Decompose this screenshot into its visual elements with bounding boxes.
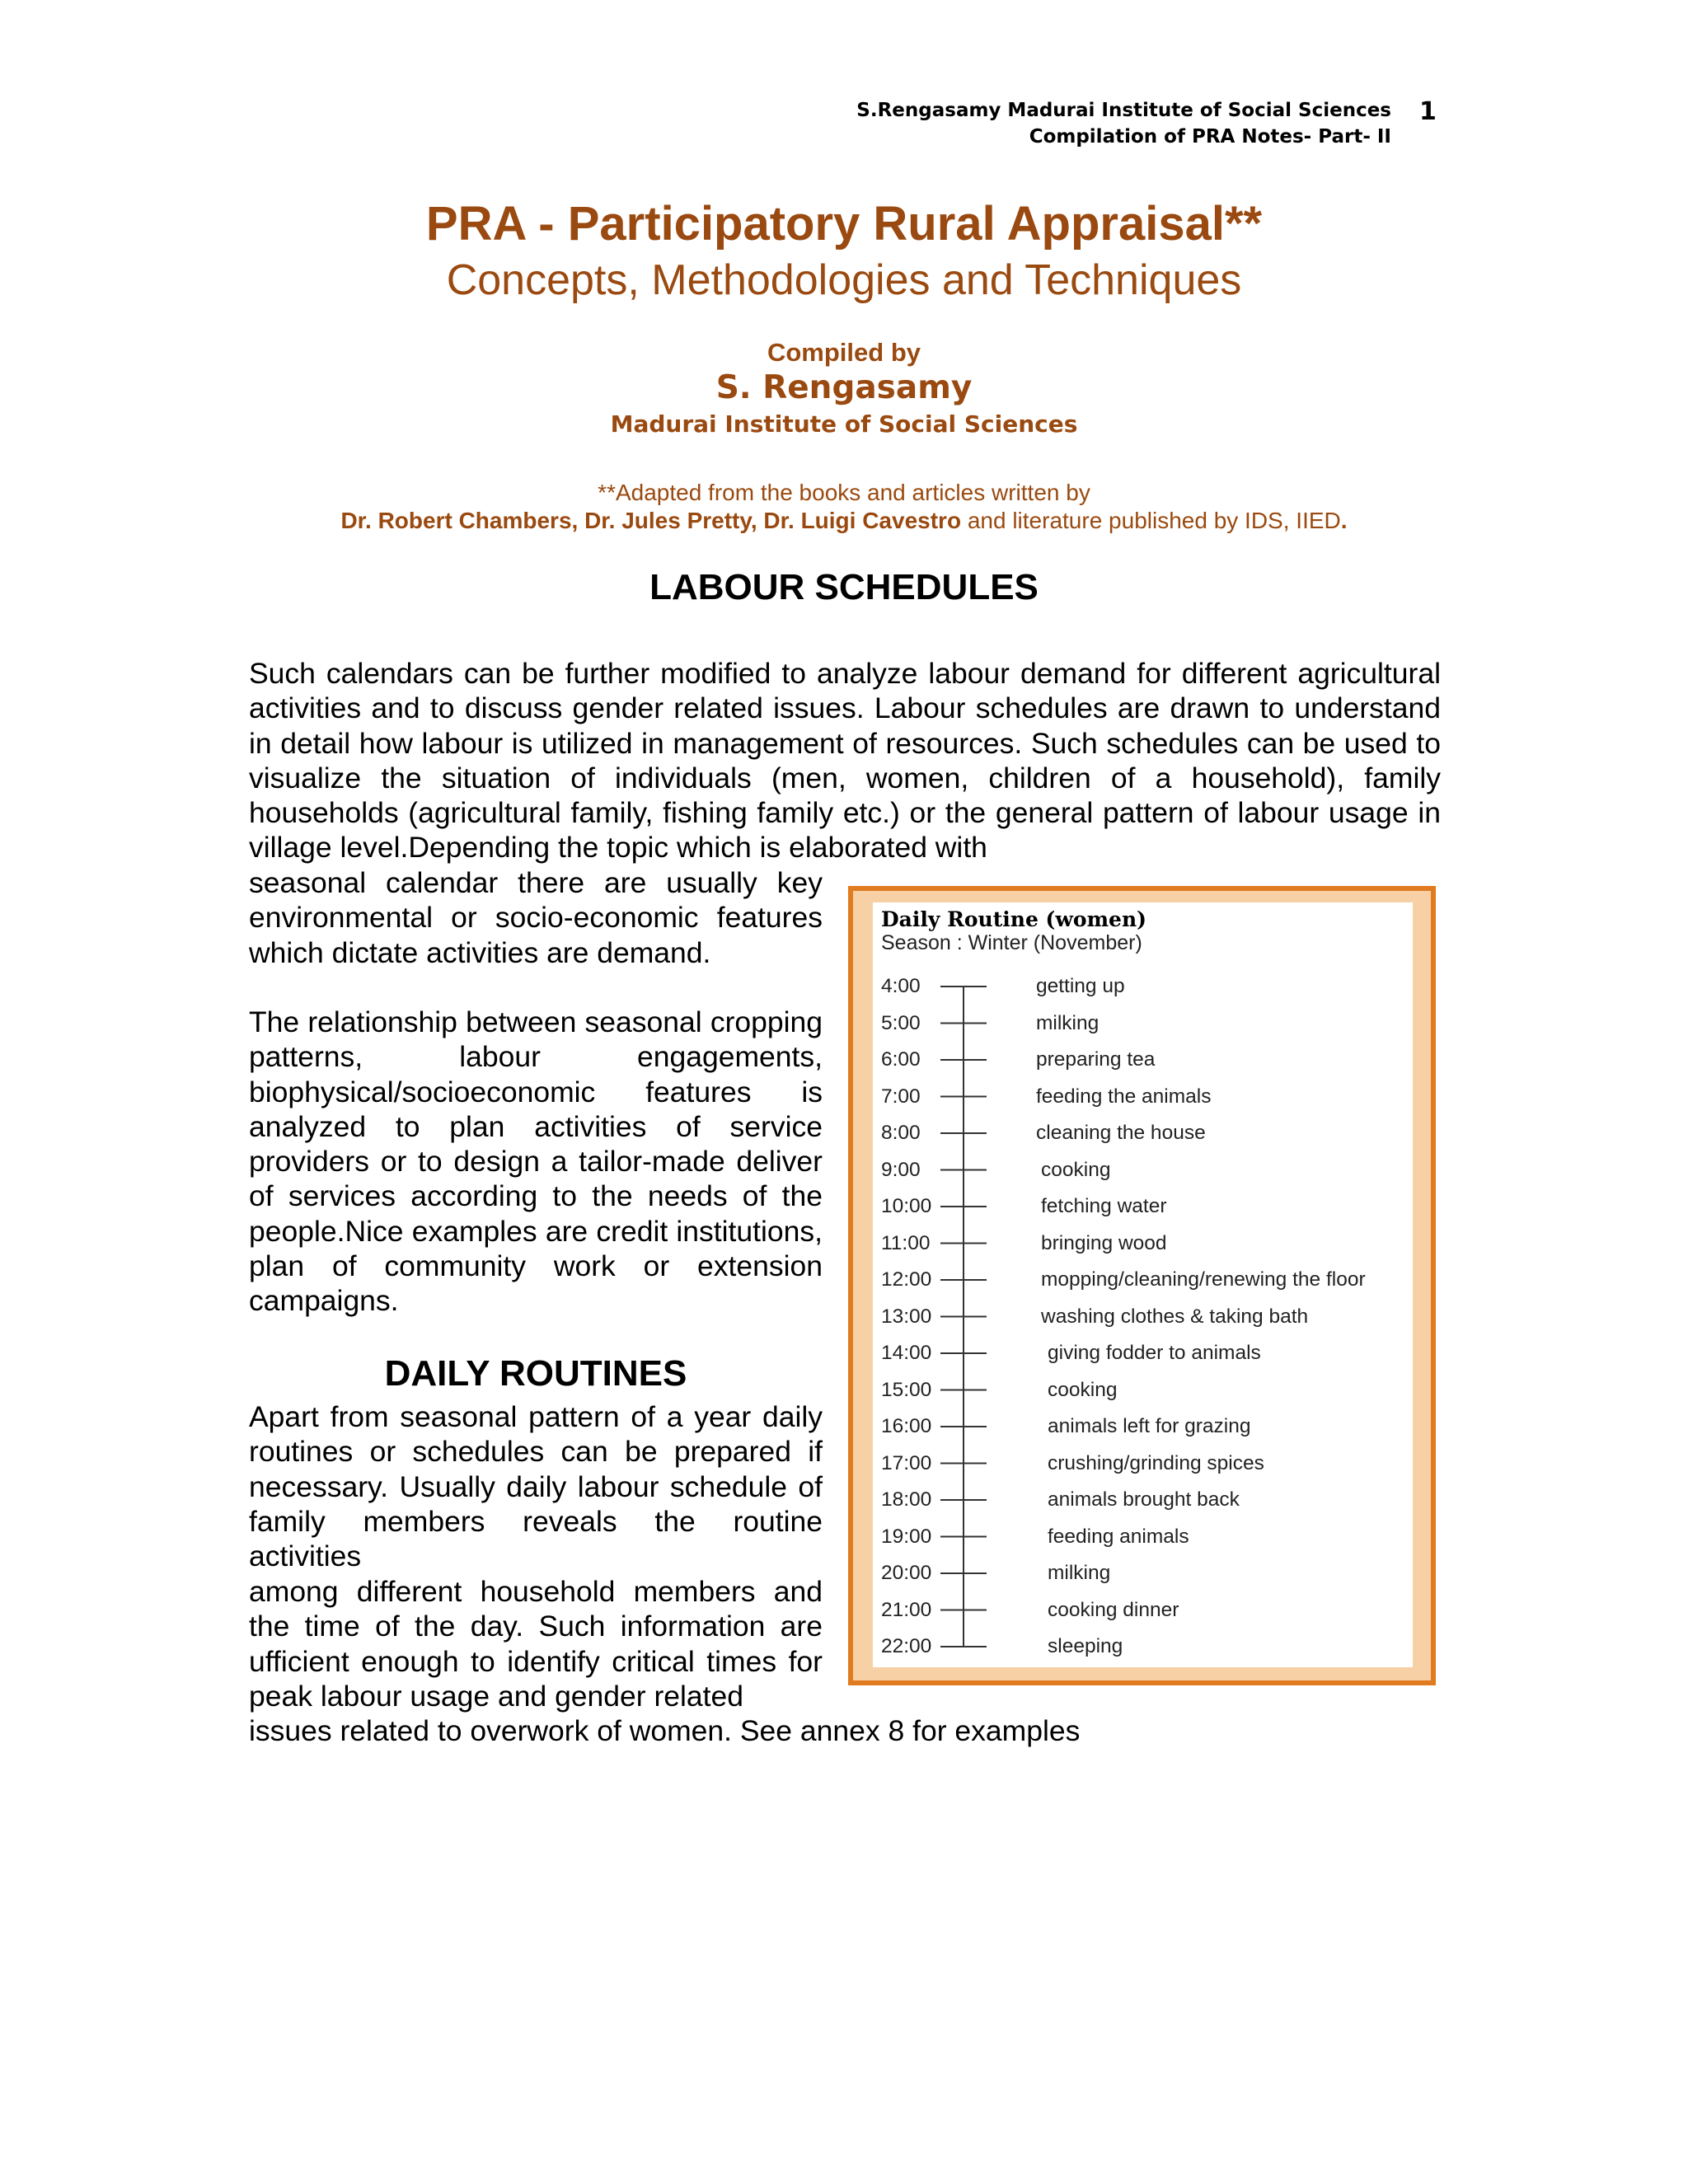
- section-title-labour-schedules: LABOUR SCHEDULES: [649, 567, 1039, 607]
- source-authors-end: .: [1340, 508, 1348, 533]
- document-title: PRA - Participatory Rural Appraisal**: [425, 197, 1263, 251]
- routine-activity: feeding animals: [1048, 1525, 1189, 1548]
- routine-activity: cooking: [1048, 1378, 1118, 1401]
- body-paragraph-3: The relationship between seasonal cropping patterns, labour engagements, biophysical/socioeconomic features is analyzed to plan activities of service providers or to design a tailor-made deliver of services according to the needs of the people.Nice examples are credit institutions, plan of community work or extension campaigns.: [249, 1005, 823, 1318]
- routine-activity: bringing wood: [1041, 1231, 1167, 1254]
- routine-activity: fetching water: [1041, 1195, 1167, 1217]
- routine-time: 13:00: [881, 1305, 932, 1328]
- routine-activity: feeding the animals: [1036, 1085, 1212, 1108]
- compiled-by-label: Compiled by: [767, 338, 921, 367]
- body-paragraph-2: seasonal calendar there are usually key environmental or socio-economic features which dictate activities are demand.: [249, 866, 823, 969]
- institute-name: Madurai Institute of Social Sciences: [610, 410, 1078, 438]
- body-paragraph-5: among different household members and the time of the day. Such information are ufficient enough to identify critical times for peak labour usage and gender related: [249, 1575, 823, 1713]
- page-number: 1: [1419, 97, 1437, 126]
- routine-time: 12:00: [881, 1268, 932, 1291]
- routine-time: 9:00: [881, 1158, 921, 1181]
- routine-time: 21:00: [881, 1598, 932, 1621]
- routine-activity: mopping/cleaning/renewing the floor: [1041, 1268, 1366, 1291]
- body-paragraph-4: Apart from seasonal pattern of a year daily routines or schedules can be prepared if necessary. Usually daily labour schedule of family members reveals the routine activities: [249, 1400, 823, 1573]
- document-subtitle: Concepts, Methodologies and Techniques: [446, 256, 1242, 304]
- header-line-2: Compilation of PRA Notes- Part- II: [1029, 126, 1391, 148]
- body-paragraph-6: issues related to overwork of women. See annex 8 for examples: [249, 1714, 1081, 1747]
- routine-activity: preparing tea: [1036, 1048, 1156, 1071]
- routine-activity: milking: [1036, 1011, 1100, 1034]
- routine-activity: animals left for grazing: [1048, 1415, 1251, 1437]
- routine-activity: cooking: [1041, 1158, 1111, 1181]
- routine-activity: washing clothes & taking bath: [1041, 1305, 1309, 1328]
- routine-time: 4:00: [881, 975, 921, 997]
- routine-activity: giving fodder to animals: [1048, 1342, 1261, 1364]
- routine-time: 20:00: [881, 1562, 932, 1584]
- routine-time: 22:00: [881, 1635, 932, 1657]
- figure-season: Season : Winter (November): [881, 931, 1142, 954]
- routine-time: 7:00: [881, 1085, 921, 1108]
- routine-activity: cooking dinner: [1048, 1598, 1179, 1621]
- adapted-note: **Adapted from the books and articles written by: [598, 480, 1090, 505]
- routine-activity: animals brought back: [1048, 1488, 1240, 1511]
- routine-time: 14:00: [881, 1342, 932, 1364]
- figure-title: Daily Routine (women): [881, 907, 1146, 931]
- routine-time: 8:00: [881, 1122, 921, 1144]
- routine-time: 19:00: [881, 1525, 932, 1548]
- source-authors-rest: and literature published by IDS, IIED: [961, 508, 1341, 533]
- routine-activity: milking: [1048, 1562, 1111, 1584]
- figure-content: [848, 0, 1436, 2184]
- header-line-1: S.Rengasamy Madurai Institute of Social Sciences: [856, 100, 1391, 121]
- routine-time: 5:00: [881, 1011, 921, 1034]
- routine-time: 17:00: [881, 1451, 932, 1474]
- routine-time: 15:00: [881, 1378, 932, 1401]
- routine-time: 11:00: [881, 1231, 931, 1254]
- routine-activity: crushing/grinding spices: [1048, 1451, 1264, 1474]
- routine-time: 6:00: [881, 1048, 921, 1071]
- routine-time: 10:00: [881, 1195, 932, 1217]
- routine-time: 18:00: [881, 1488, 932, 1511]
- author-name: S. Rengasamy: [715, 369, 973, 406]
- section-title-daily-routines: DAILY ROUTINES: [384, 1353, 687, 1394]
- routine-activity: getting up: [1036, 975, 1125, 997]
- routine-time: 16:00: [881, 1415, 932, 1437]
- routine-activity: sleeping: [1048, 1635, 1123, 1657]
- source-authors-names: Dr. Robert Chambers, Dr. Jules Pretty, Dr. Luigi Cavestro: [340, 508, 962, 533]
- body-paragraph-1: Such calendars can be further modified to analyze labour demand for different agricultural activities and to discuss gender related issues. Labour schedules are drawn to understand in detail how labour is utilized in management of resources. Such schedules can be used to visualize the situation of individuals (men, women, children of a household), family households (agricultural family, fishing family etc.) or the general pattern of labour usage in village level.Depending the topic which is elaborated with: [249, 657, 1441, 865]
- routine-activity: cleaning the house: [1036, 1122, 1206, 1144]
